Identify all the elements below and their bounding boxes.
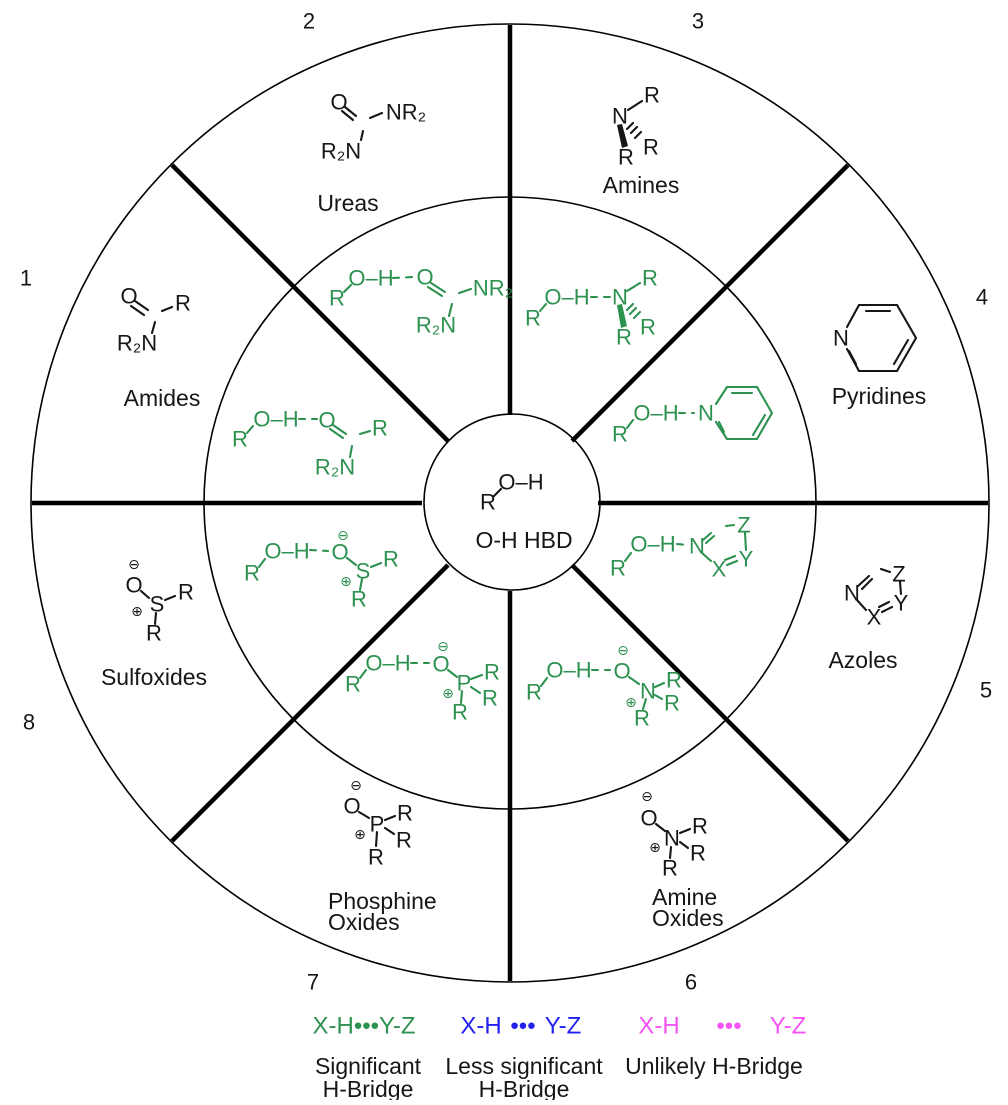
- inner-ureas-oh: O–H: [348, 265, 394, 291]
- inner-ureas-acceptor-o: O: [416, 264, 434, 290]
- legend-less-significant-dots: •••: [510, 1012, 536, 1040]
- legend-unlikely-dots: •••: [716, 1012, 742, 1040]
- sulfoxides-r1: R: [178, 579, 194, 605]
- sector-dividers: [32, 25, 988, 981]
- amides-label: Amides: [123, 385, 201, 411]
- inner-sulfoxides-r1: R: [383, 546, 399, 572]
- legend-unlikely-label: Unlikely H-Bridge: [625, 1053, 803, 1079]
- inner-pyridines-n: N: [698, 400, 714, 426]
- amine-oxides-plus-charge: ⊕: [649, 839, 661, 855]
- sector-number-6: 6: [684, 969, 698, 995]
- outer-sulfoxides: [101, 556, 207, 690]
- sector-number-4: 4: [975, 284, 989, 310]
- inner-ureas-complex: [329, 265, 513, 338]
- inner-phosphine-oxides-acceptor-o: O: [432, 651, 450, 677]
- inner-ureas-r2n: R₂N: [415, 312, 457, 338]
- sulfoxides-label: Sulfoxides: [100, 664, 208, 690]
- inner-ureas-nr2: NR₂: [472, 275, 514, 301]
- inner-sulfoxides-r2: R: [351, 586, 367, 612]
- inner-pyridines-oh: O–H: [633, 400, 679, 426]
- inner-phosphine-oxides-plus-charge: ⊕: [442, 685, 454, 701]
- ureas-bonds: [342, 107, 382, 140]
- amine-oxides-label-line2: Oxides: [652, 905, 724, 931]
- phosphine-oxides-o: O: [343, 793, 361, 819]
- sulfoxides-r2: R: [146, 620, 162, 646]
- legend: [313, 1013, 807, 1101]
- amides-r: R: [175, 290, 191, 316]
- amines-r2: R: [618, 144, 634, 170]
- amine-oxides-o: O: [640, 805, 658, 831]
- inner-sulfoxides-s: S: [355, 558, 371, 584]
- inner-amine-oxides-r2: R: [664, 690, 680, 716]
- inner-azoles-y: Y: [738, 546, 754, 572]
- azoles-n: N: [844, 580, 860, 606]
- inner-azoles-x: X: [711, 556, 727, 582]
- inner-phosphine-oxides-r3: R: [452, 699, 468, 725]
- center-oh: O–H: [498, 469, 544, 495]
- sulfoxides-o: O: [125, 572, 143, 598]
- inner-sulfoxides-oh: O–H: [264, 538, 310, 564]
- inner-amides-complex: [232, 407, 388, 480]
- amines-bonds: [627, 101, 642, 138]
- sulfoxides-minus-charge: ⊖: [128, 556, 140, 572]
- outer-amides: [117, 284, 201, 412]
- inner-amides-oh: O–H: [253, 406, 299, 432]
- inner-amine-oxides-acceptor-o: O: [613, 658, 631, 684]
- ureas-r2n: R₂N: [320, 138, 362, 164]
- phosphine-oxides-plus-charge: ⊕: [354, 826, 366, 842]
- amines-n: N: [612, 103, 628, 129]
- outer-ureas: [317, 90, 426, 217]
- center-label: O-H HBD: [475, 527, 573, 553]
- inner-sulfoxides-minus-charge: ⊖: [337, 527, 349, 543]
- pyridines-n: N: [833, 325, 849, 351]
- pyridines-label: Pyridines: [831, 383, 927, 409]
- legend-less-significant-yz: Y-Z: [544, 1012, 582, 1040]
- inner-azoles-oh: O–H: [630, 531, 676, 557]
- inner-azoles-r: R: [610, 555, 626, 581]
- legend-less-significant-label-line2: H-Bridge: [478, 1076, 570, 1100]
- legend-significant-label-line1: Significant: [314, 1053, 422, 1079]
- phosphine-oxides-p: P: [369, 811, 385, 837]
- azoles-x: X: [866, 604, 882, 630]
- inner-sulfoxides-complex: [244, 527, 399, 612]
- outer-amines: [603, 83, 680, 199]
- inner-phosphine-oxides-minus-charge: ⊖: [437, 638, 449, 654]
- legend-significant-label-line2: H-Bridge: [322, 1076, 414, 1100]
- amines-r3: R: [643, 134, 659, 160]
- phosphine-oxides-label-line2: Oxides: [328, 909, 400, 935]
- phosphine-oxides-r3: R: [368, 844, 384, 870]
- divider-se: [572, 565, 848, 841]
- inner-amides-r2: R: [372, 415, 388, 441]
- amine-oxides-r1: R: [692, 813, 708, 839]
- sector-number-2: 2: [302, 8, 316, 34]
- amine-oxides-label-line1: Amine: [652, 884, 718, 910]
- azoles-z: Z: [892, 561, 906, 587]
- inner-amine-oxides-complex: [526, 642, 682, 731]
- inner-phosphine-oxides-r: R: [345, 671, 361, 697]
- outer-amine-oxides: [640, 788, 723, 931]
- inner-amines-complex: [525, 266, 658, 350]
- inner-amine-oxides-plus-charge: ⊕: [625, 694, 637, 710]
- inner-amines-oh: O–H: [544, 284, 590, 310]
- inner-phosphine-oxides-r2: R: [482, 685, 498, 711]
- inner-azoles-z: Z: [737, 512, 751, 538]
- outer-azoles: [828, 562, 908, 674]
- inner-amine-oxides-r: R: [526, 679, 542, 705]
- azoles-y: Y: [893, 590, 909, 616]
- sector-number-8: 8: [22, 709, 36, 735]
- inner-amine-oxides-r3: R: [634, 705, 650, 731]
- ureas-label: Ureas: [317, 190, 379, 216]
- center-r: R: [480, 489, 496, 515]
- ureas-nr2: NR₂: [385, 99, 427, 125]
- sector-number-7: 7: [306, 969, 320, 995]
- sector-number-3: 3: [691, 8, 705, 34]
- ureas-o: O: [330, 89, 348, 115]
- phosphine-oxides-label-line1: Phosphine: [328, 888, 437, 914]
- inner-amine-oxides-minus-charge: ⊖: [617, 642, 629, 658]
- inner-amine-oxides-r1: R: [666, 667, 682, 693]
- inner-pyridines-complex: [612, 387, 772, 447]
- sector-number-5: 5: [979, 677, 993, 703]
- phosphine-oxides-r1: R: [397, 800, 413, 826]
- amines-r1: R: [644, 82, 660, 108]
- legend-less-significant-label-line1: Less significant: [445, 1053, 603, 1079]
- inner-sulfoxides-r: R: [244, 560, 260, 586]
- divider-nw: [172, 165, 448, 441]
- inner-phosphine-oxides-oh: O–H: [365, 650, 411, 676]
- inner-amines-r: R: [525, 305, 541, 331]
- center-ohd-structure: [475, 470, 572, 554]
- inner-amines-r3: R: [640, 314, 656, 340]
- sulfoxides-plus-charge: ⊕: [131, 603, 143, 619]
- legend-unlikely-xh: X-H: [638, 1012, 680, 1040]
- legend-unlikely: [638, 1013, 806, 1040]
- inner-phosphine-oxides-complex: [345, 638, 500, 725]
- azoles-label: Azoles: [828, 647, 898, 673]
- inner-phosphine-oxides-p: P: [456, 670, 472, 696]
- inner-phosphine-oxides-r1: R: [484, 659, 500, 685]
- sector-number-1: 1: [19, 265, 33, 291]
- inner-amides-r2n: R₂N: [314, 454, 356, 480]
- sulfoxides-s: S: [149, 591, 165, 617]
- amines-label: Amines: [602, 172, 680, 198]
- inner-azoles-n: N: [689, 533, 705, 559]
- inner-azoles-complex: [610, 513, 754, 582]
- inner-amines-n: N: [612, 284, 628, 310]
- inner-sulfoxides-plus-charge: ⊕: [340, 573, 352, 589]
- legend-significant-formula: X-H•••Y-Z: [312, 1012, 416, 1040]
- inner-amines-r2: R: [616, 324, 632, 350]
- legend-less-significant-xh: X-H: [460, 1012, 502, 1040]
- inner-amine-oxides-n: N: [640, 678, 656, 704]
- inner-amides-acceptor-o: O: [318, 407, 336, 433]
- legend-less-significant: [460, 1013, 581, 1040]
- amides-r2n: R₂N: [116, 330, 158, 356]
- amine-oxides-n: N: [664, 825, 680, 851]
- inner-amines-r1: R: [642, 265, 658, 291]
- amine-oxides-minus-charge: ⊖: [641, 788, 653, 804]
- inner-ureas-r: R: [329, 285, 345, 311]
- inner-sulfoxides-acceptor-o: O: [331, 539, 349, 565]
- phosphine-oxides-minus-charge: ⊖: [350, 777, 362, 793]
- legend-unlikely-yz: Y-Z: [769, 1012, 807, 1040]
- amine-oxides-r3: R: [662, 855, 678, 881]
- outer-phosphine-oxides: [328, 777, 437, 935]
- inner-amine-oxides-oh: O–H: [546, 657, 592, 683]
- legend-significant: [313, 1013, 416, 1040]
- outer-pyridines: [832, 305, 927, 409]
- inner-pyridines-r: R: [612, 421, 628, 447]
- amine-oxides-r2: R: [690, 840, 706, 866]
- phosphine-oxides-r2: R: [396, 827, 412, 853]
- amides-o: O: [120, 283, 138, 309]
- inner-amides-r: R: [232, 426, 248, 452]
- pyridines-ring-bonds: [847, 305, 916, 371]
